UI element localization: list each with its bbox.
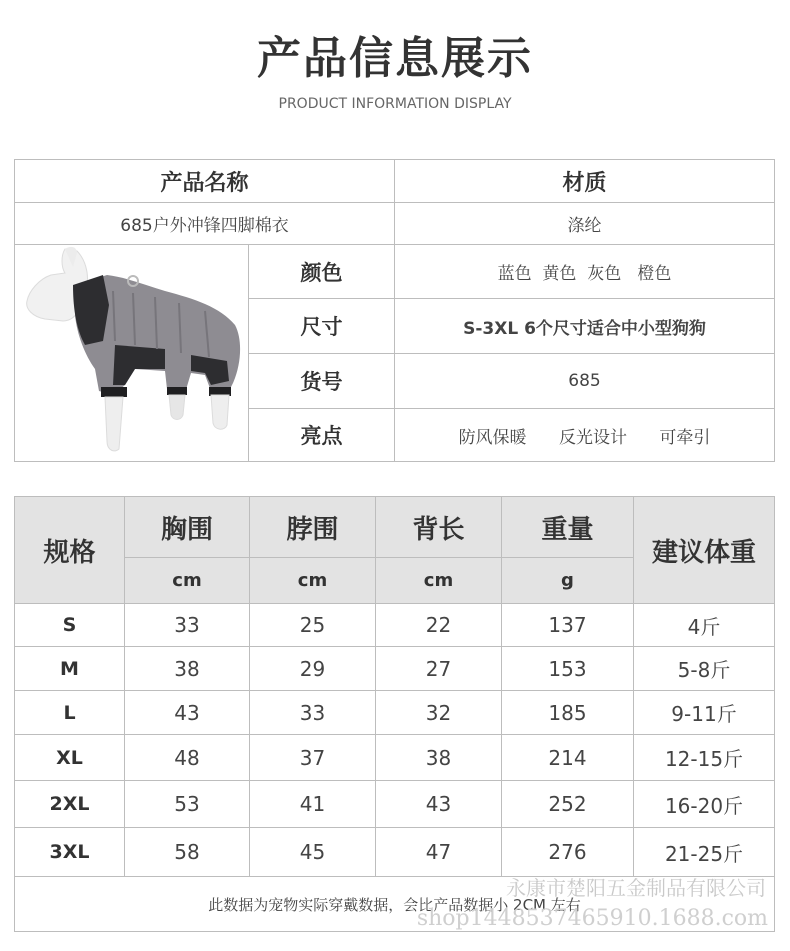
neck-cell: 29 — [250, 647, 376, 691]
highlights-value: 防风保暖 反光设计 可牵引 — [458, 427, 711, 448]
weight-cell: 185 — [502, 691, 634, 735]
recommended-weight-cell: 5-8斤 — [634, 647, 774, 691]
back-length-cell: 27 — [376, 647, 502, 691]
chest-cell: 43 — [125, 691, 250, 735]
back-length-cell: 43 — [376, 781, 502, 828]
chest-cell: 58 — [125, 828, 250, 877]
product-info-table — [14, 159, 775, 462]
product-name-header: 产品名称 — [15, 160, 395, 203]
recommended-weight-cell: 16-20斤 — [634, 781, 774, 828]
size-label: 尺寸 — [249, 299, 395, 354]
neck-cell: 45 — [250, 828, 376, 877]
size-cell: L — [15, 691, 125, 735]
recommended-weight-cell: 4斤 — [634, 604, 774, 647]
neck-cell: 37 — [250, 735, 376, 781]
weight-unit: g — [502, 558, 634, 604]
chest-unit: cm — [125, 558, 250, 604]
weight-cell: 214 — [502, 735, 634, 781]
weight-cell: 276 — [502, 828, 634, 877]
chest-cell: 38 — [125, 647, 250, 691]
back-length-cell: 38 — [376, 735, 502, 781]
weight-cell: 252 — [502, 781, 634, 828]
color-value: 蓝色 黄色 灰色 橙色 — [395, 245, 774, 299]
dog-in-jacket-photo-icon — [15, 245, 248, 461]
size-value: S-3XL 6个尺寸适合中小型狗狗 — [395, 299, 774, 354]
highlights-label: 亮点 — [249, 409, 395, 461]
neck-cell: 33 — [250, 691, 376, 735]
product-name-value: 685户外冲锋四脚棉衣 — [15, 203, 395, 245]
weight-cell: 153 — [502, 647, 634, 691]
chest-cell: 48 — [125, 735, 250, 781]
size-note: 此数据为宠物实际穿戴数据，会比产品数据小 2CM 左右 — [208, 896, 581, 914]
size-cell: M — [15, 647, 125, 691]
material-value: 涤纶 — [395, 203, 774, 245]
back-length-cell: 47 — [376, 828, 502, 877]
watermark-company: 永康市楚阳五金制品有限公司 — [506, 876, 766, 900]
neck-unit: cm — [250, 558, 376, 604]
size-chart-table — [14, 496, 775, 932]
size-cell: XL — [15, 735, 125, 781]
recommended-weight-cell: 9-11斤 — [634, 691, 774, 735]
weight-cell: 137 — [502, 604, 634, 647]
back-length-header: 背长 — [376, 497, 502, 558]
back-length-cell: 22 — [376, 604, 502, 647]
back-length-cell: 32 — [376, 691, 502, 735]
color-label: 颜色 — [249, 245, 395, 299]
material-header: 材质 — [395, 160, 774, 203]
size-cell: S — [15, 604, 125, 647]
back-length-unit: cm — [376, 558, 502, 604]
neck-header: 脖围 — [250, 497, 376, 558]
chest-header: 胸围 — [125, 497, 250, 558]
page-title: 产品信息展示 — [257, 33, 533, 84]
recommended-weight-header: 建议体重 — [634, 497, 774, 604]
chest-cell: 33 — [125, 604, 250, 647]
recommended-weight-cell: 21-25斤 — [634, 828, 774, 877]
neck-cell: 25 — [250, 604, 376, 647]
chest-cell: 53 — [125, 781, 250, 828]
size-cell: 2XL — [15, 781, 125, 828]
spec-header: 规格 — [15, 497, 125, 604]
item-number-value: 685 — [395, 354, 774, 409]
page-subtitle: PRODUCT INFORMATION DISPLAY — [278, 96, 512, 112]
recommended-weight-cell: 12-15斤 — [634, 735, 774, 781]
size-cell: 3XL — [15, 828, 125, 877]
watermark-url: shop1448537465910.1688.com — [416, 906, 768, 931]
weight-header: 重量 — [502, 497, 634, 558]
product-image — [15, 245, 249, 461]
neck-cell: 41 — [250, 781, 376, 828]
item-number-label: 货号 — [249, 354, 395, 409]
